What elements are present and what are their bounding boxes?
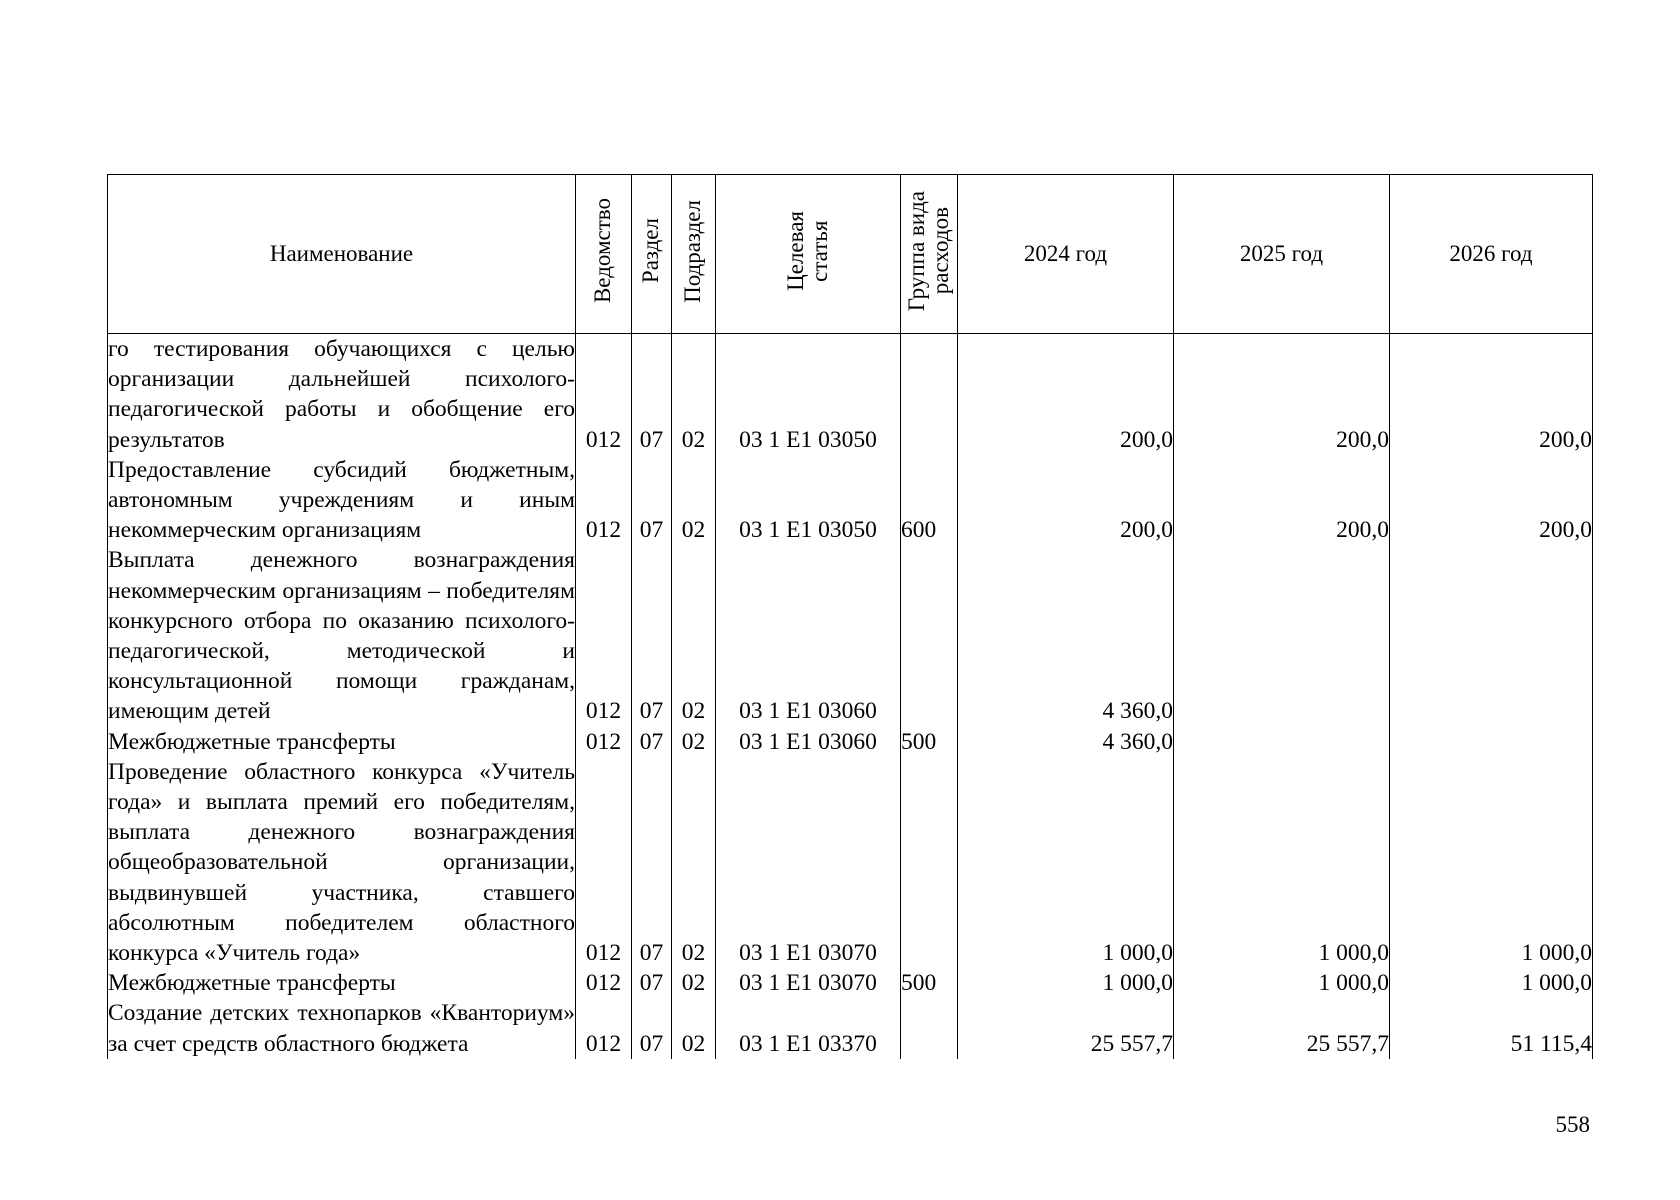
row-department: 012 xyxy=(576,334,632,455)
row-amount-2025: 1 000,0 xyxy=(1174,757,1390,968)
row-subsection: 02 xyxy=(672,968,716,998)
table-row xyxy=(108,998,1593,1058)
row-subsection: 02 xyxy=(672,757,716,968)
row-expense-group xyxy=(901,545,958,726)
table-row xyxy=(108,757,1593,968)
row-amount-2024: 4 360,0 xyxy=(958,545,1174,726)
table-row xyxy=(108,968,1593,998)
table-row xyxy=(108,334,1593,455)
row-amount-2025: 1 000,0 xyxy=(1174,968,1390,998)
row-expense-group xyxy=(901,757,958,968)
row-amount-2026 xyxy=(1390,545,1593,726)
row-subsection: 02 xyxy=(672,727,716,757)
table-row xyxy=(108,545,1593,726)
header-department: Ведомство xyxy=(576,175,632,334)
header-name: Наименование xyxy=(108,175,576,334)
row-expense-group: 600 xyxy=(901,455,958,546)
row-amount-2026: 200,0 xyxy=(1390,455,1593,546)
row-name: Предоставление субсидий бюджетным, автономным учреждениям и иным некоммерческим организациям xyxy=(108,455,576,546)
header-expense-group: Группа вида расходов xyxy=(901,175,958,334)
row-amount-2026 xyxy=(1390,727,1593,757)
row-department: 012 xyxy=(576,757,632,968)
row-amount-2026: 1 000,0 xyxy=(1390,757,1593,968)
row-target-article: 03 1 Е1 03060 xyxy=(716,727,901,757)
row-amount-2024: 200,0 xyxy=(958,455,1174,546)
row-section: 07 xyxy=(632,968,672,998)
row-target-article: 03 1 Е1 03050 xyxy=(716,334,901,455)
row-expense-group: 500 xyxy=(901,968,958,998)
row-subsection: 02 xyxy=(672,998,716,1058)
budget-table xyxy=(107,174,1593,1059)
row-subsection: 02 xyxy=(672,455,716,546)
row-department: 012 xyxy=(576,455,632,546)
row-department: 012 xyxy=(576,727,632,757)
row-name: Межбюджетные трансферты xyxy=(108,727,576,757)
row-amount-2024: 1 000,0 xyxy=(958,757,1174,968)
row-department: 012 xyxy=(576,545,632,726)
row-amount-2025 xyxy=(1174,727,1390,757)
row-amount-2025: 25 557,7 xyxy=(1174,998,1390,1058)
page-number: 558 xyxy=(1555,1112,1590,1137)
row-target-article: 03 1 Е1 03070 xyxy=(716,757,901,968)
header-subsection: Подраздел xyxy=(672,175,716,334)
row-name: Создание детских технопарков «Кванториум» за счет средств областного бюджета xyxy=(108,998,576,1058)
row-amount-2025: 200,0 xyxy=(1174,455,1390,546)
row-expense-group: 500 xyxy=(901,727,958,757)
row-amount-2026: 1 000,0 xyxy=(1390,968,1593,998)
row-expense-group xyxy=(901,334,958,455)
row-target-article: 03 1 Е1 03070 xyxy=(716,968,901,998)
row-name: го тестирования обучающихся с целью организации дальнейшей психолого-педагогической работы и обобщение его результатов xyxy=(108,334,576,455)
row-target-article: 03 1 Е1 03060 xyxy=(716,545,901,726)
row-name: Выплата денежного вознаграждения некоммерческим организациям – победителям конкурсного отбора по оказанию психолого-педагогической, методической и консультационной помощи гражданам, имеющим детей xyxy=(108,545,576,726)
row-expense-group xyxy=(901,998,958,1058)
row-section: 07 xyxy=(632,757,672,968)
row-name: Проведение областного конкурса «Учитель года» и выплата премий его победителям, выплата денежного вознаграждения общеобразовательной организации, выдвинувшей участника, ставшего абсолютным победителем областного конкурса «Учитель года» xyxy=(108,757,576,968)
row-amount-2024: 25 557,7 xyxy=(958,998,1174,1058)
row-section: 07 xyxy=(632,455,672,546)
row-target-article: 03 1 Е1 03370 xyxy=(716,998,901,1058)
row-subsection: 02 xyxy=(672,545,716,726)
row-name: Межбюджетные трансферты xyxy=(108,968,576,998)
row-section: 07 xyxy=(632,545,672,726)
row-amount-2026: 200,0 xyxy=(1390,334,1593,455)
header-year-2026: 2026 год xyxy=(1390,175,1593,334)
header-year-2025: 2025 год xyxy=(1174,175,1390,334)
row-target-article: 03 1 Е1 03050 xyxy=(716,455,901,546)
table-row xyxy=(108,455,1593,546)
header-section: Раздел xyxy=(632,175,672,334)
row-amount-2024: 1 000,0 xyxy=(958,968,1174,998)
header-year-2024: 2024 год xyxy=(958,175,1174,334)
row-amount-2024: 200,0 xyxy=(958,334,1174,455)
row-section: 07 xyxy=(632,998,672,1058)
row-department: 012 xyxy=(576,998,632,1058)
table-body xyxy=(108,334,1593,1059)
row-amount-2025 xyxy=(1174,545,1390,726)
row-subsection: 02 xyxy=(672,334,716,455)
row-amount-2026: 51 115,4 xyxy=(1390,998,1593,1058)
row-department: 012 xyxy=(576,968,632,998)
row-section: 07 xyxy=(632,727,672,757)
row-amount-2025: 200,0 xyxy=(1174,334,1390,455)
table-row xyxy=(108,727,1593,757)
header-target-article: Целевая статья xyxy=(716,175,901,334)
table-header-row xyxy=(108,175,1593,334)
row-amount-2024: 4 360,0 xyxy=(958,727,1174,757)
row-section: 07 xyxy=(632,334,672,455)
